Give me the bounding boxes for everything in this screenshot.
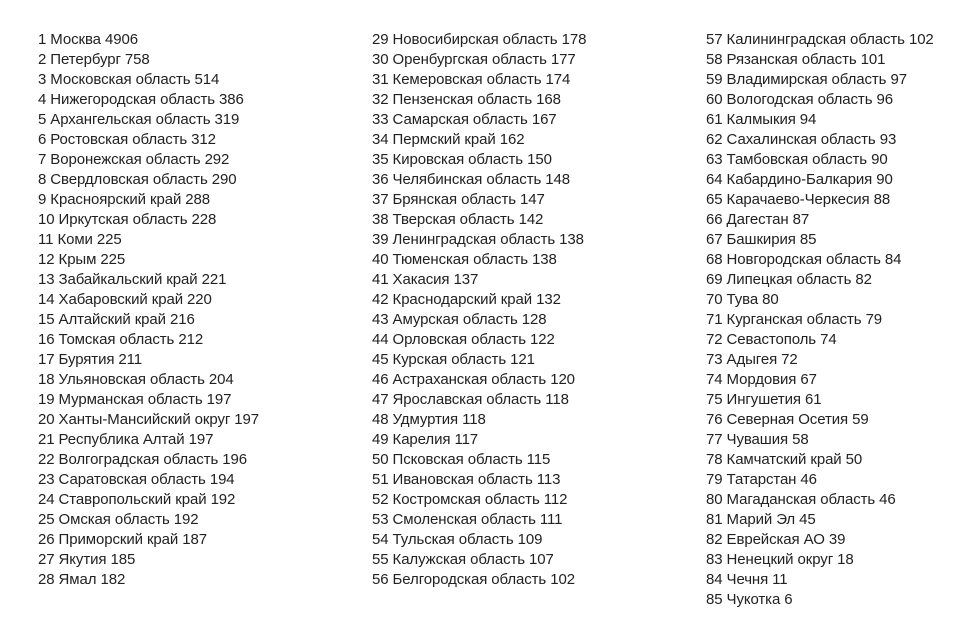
region-list-item: 60 Вологодская область 96 — [706, 91, 893, 108]
region-list-item: 63 Тамбовская область 90 — [706, 151, 888, 168]
region-list-item: 74 Мордовия 67 — [706, 371, 817, 388]
region-list-item: 49 Карелия 117 — [372, 431, 479, 448]
region-list-item: 58 Рязанская область 101 — [706, 51, 886, 68]
region-list-item: 45 Курская область 121 — [372, 351, 535, 368]
region-list-item: 84 Чечня 11 — [706, 571, 788, 588]
region-list-item: 19 Мурманская область 197 — [38, 391, 232, 408]
region-list-item: 69 Липецкая область 82 — [706, 271, 872, 288]
region-list-item: 81 Марий Эл 45 — [706, 511, 816, 528]
column-3 — [706, 30, 934, 610]
region-list-item: 75 Ингушетия 61 — [706, 391, 822, 408]
region-list-item: 17 Бурятия 211 — [38, 351, 143, 368]
region-list-item: 24 Ставропольский край 192 — [38, 491, 236, 508]
region-list-item: 4 Нижегородская область 386 — [38, 91, 244, 108]
region-list-item: 37 Брянская область 147 — [372, 191, 545, 208]
region-list-item: 40 Тюменская область 138 — [372, 251, 557, 268]
region-list-item: 35 Кировская область 150 — [372, 151, 552, 168]
region-list-item: 23 Саратовская область 194 — [38, 471, 235, 488]
region-list-item: 25 Омская область 192 — [38, 511, 199, 528]
region-list-item: 31 Кемеровская область 174 — [372, 71, 571, 88]
region-list-item: 68 Новгородская область 84 — [706, 251, 902, 268]
region-list-item: 39 Ленинградская область 138 — [372, 231, 584, 248]
region-list-item: 59 Владимирская область 97 — [706, 71, 907, 88]
region-list-item: 53 Смоленская область 111 — [372, 511, 563, 528]
region-list-item: 15 Алтайский край 216 — [38, 311, 195, 328]
region-list-item: 32 Пензенская область 168 — [372, 91, 561, 108]
region-list-item: 16 Томская область 212 — [38, 331, 204, 348]
region-list-item: 67 Башкирия 85 — [706, 231, 817, 248]
region-list-item: 26 Приморский край 187 — [38, 531, 207, 548]
region-list-item: 72 Севастополь 74 — [706, 331, 837, 348]
region-list-item: 82 Еврейская АО 39 — [706, 531, 846, 548]
region-list-item: 43 Амурская область 128 — [372, 311, 547, 328]
region-list-item: 50 Псковская область 115 — [372, 451, 551, 468]
region-list-item: 56 Белгородская область 102 — [372, 571, 575, 588]
column-2 — [372, 30, 586, 590]
region-list-item: 8 Свердловская область 290 — [38, 171, 237, 188]
region-list-item: 77 Чувашия 58 — [706, 431, 809, 448]
region-list-item: 20 Ханты-Мансийский округ 197 — [38, 411, 260, 428]
region-list-item: 55 Калужская область 107 — [372, 551, 554, 568]
region-list-item: 44 Орловская область 122 — [372, 331, 555, 348]
region-list-item: 36 Челябинская область 148 — [372, 171, 570, 188]
region-list-item: 9 Красноярский край 288 — [38, 191, 211, 208]
region-list-item: 73 Адыгея 72 — [706, 351, 798, 368]
region-list-item: 30 Оренбургская область 177 — [372, 51, 576, 68]
column-1 — [38, 30, 259, 590]
region-list-item: 29 Новосибирская область 178 — [372, 31, 587, 48]
region-list-item: 47 Ярославская область 118 — [372, 391, 569, 408]
region-list-item: 85 Чукотка 6 — [706, 591, 793, 608]
region-list-item: 5 Архангельская область 319 — [38, 111, 240, 128]
region-list-item: 6 Ростовская область 312 — [38, 131, 216, 148]
region-list-item: 83 Ненецкий округ 18 — [706, 551, 854, 568]
region-list-item: 34 Пермский край 162 — [372, 131, 525, 148]
region-list-item: 76 Северная Осетия 59 — [706, 411, 869, 428]
region-list-item: 52 Костромская область 112 — [372, 491, 568, 508]
region-list-item: 66 Дагестан 87 — [706, 211, 810, 228]
region-list-item: 48 Удмуртия 118 — [372, 411, 486, 428]
region-list-item: 61 Калмыкия 94 — [706, 111, 817, 128]
region-list-item: 78 Камчатский край 50 — [706, 451, 863, 468]
region-list-item: 11 Коми 225 — [38, 231, 122, 248]
region-list-item: 18 Ульяновская область 204 — [38, 371, 234, 388]
region-list-item: 12 Крым 225 — [38, 251, 126, 268]
region-list-item: 38 Тверская область 142 — [372, 211, 544, 228]
region-list-item: 64 Кабардино-Балкария 90 — [706, 171, 893, 188]
region-list-item: 70 Тува 80 — [706, 291, 779, 308]
region-list-item: 13 Забайкальский край 221 — [38, 271, 227, 288]
region-list-item: 28 Ямал 182 — [38, 571, 126, 588]
region-list-item: 62 Сахалинская область 93 — [706, 131, 897, 148]
region-list-item: 1 Москва 4906 — [38, 31, 138, 48]
region-list-item: 42 Краснодарский край 132 — [372, 291, 561, 308]
region-list-item: 65 Карачаево-Черкесия 88 — [706, 191, 891, 208]
region-list-item: 27 Якутия 185 — [38, 551, 136, 568]
region-list-item: 79 Татарстан 46 — [706, 471, 817, 488]
region-list-item: 51 Ивановская область 113 — [372, 471, 561, 488]
region-list-item: 41 Хакасия 137 — [372, 271, 479, 288]
region-list-item: 10 Иркутская область 228 — [38, 211, 217, 228]
region-list-item: 33 Самарская область 167 — [372, 111, 557, 128]
region-list-item: 14 Хабаровский край 220 — [38, 291, 212, 308]
region-list-item: 21 Республика Алтай 197 — [38, 431, 214, 448]
region-list-item: 7 Воронежская область 292 — [38, 151, 230, 168]
region-list-item: 54 Тульская область 109 — [372, 531, 543, 548]
region-list-item: 22 Волгоградская область 196 — [38, 451, 247, 468]
region-list-item: 46 Астраханская область 120 — [372, 371, 575, 388]
region-list-item: 2 Петербург 758 — [38, 51, 150, 68]
region-list-item: 3 Московская область 514 — [38, 71, 220, 88]
region-list-item: 80 Магаданская область 46 — [706, 491, 896, 508]
region-list-item: 71 Курганская область 79 — [706, 311, 883, 328]
region-list-item: 57 Калининградская область 102 — [706, 31, 934, 48]
